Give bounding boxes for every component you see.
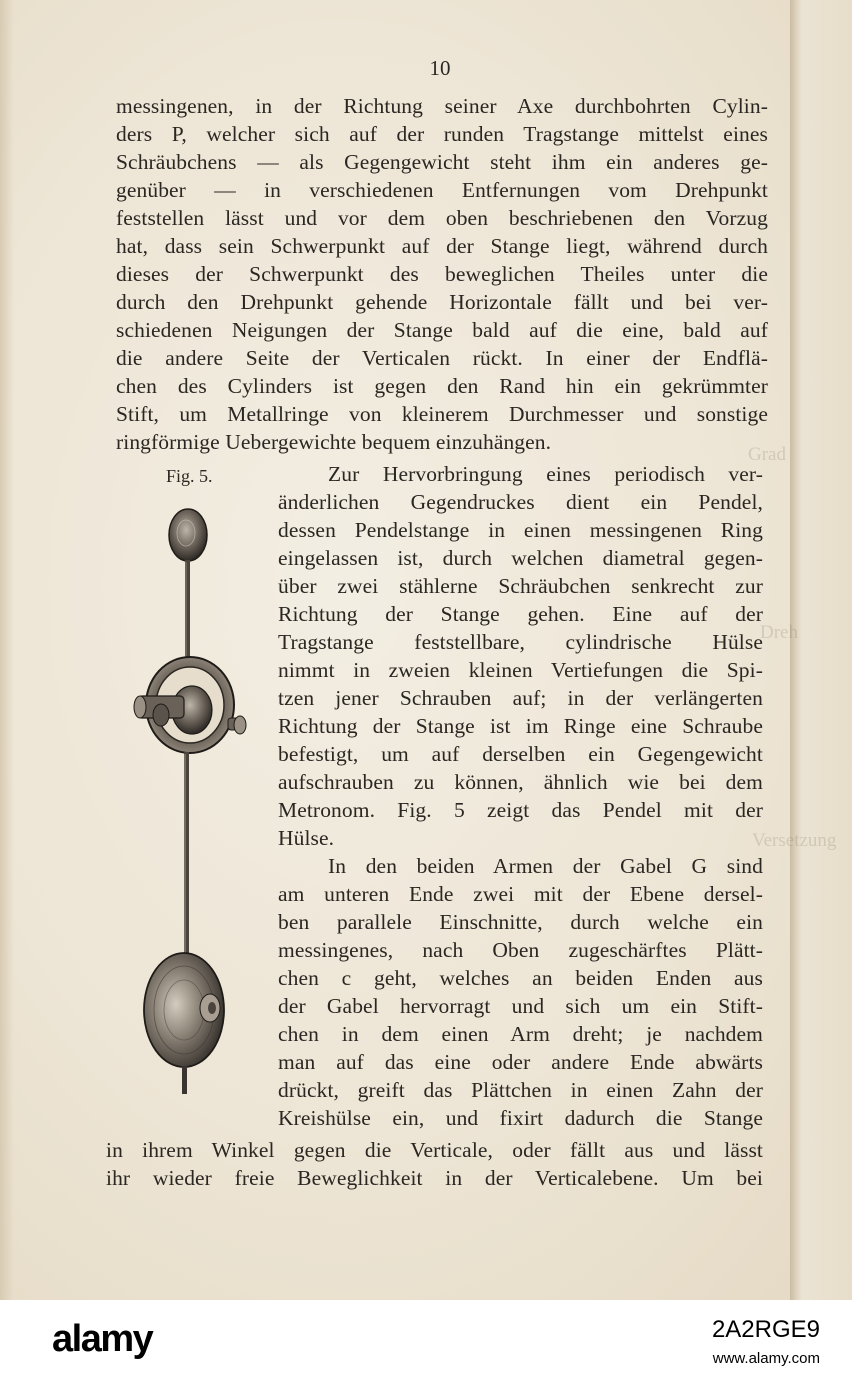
top-counterweight: [169, 509, 207, 561]
text-line: Schräubchens — als Gegengewicht steht ihm ein anderes ge-: [116, 150, 768, 174]
text-line: drückt, greift das Plättchen in einen Zahn der: [278, 1078, 763, 1102]
text-line: Kreishülse ein, und fixirt dadurch die Stange: [278, 1106, 763, 1130]
text-line: Tragstange feststellbare, cylindrische Hülse: [278, 630, 763, 654]
text-line: am unteren Ende zwei mit der Ebene dersel-: [278, 882, 763, 906]
text-line: befestigt, um auf derselben ein Gegengewicht: [278, 742, 763, 766]
pendulum-illustration: [128, 500, 258, 1100]
text-line: Richtung der Stange ist im Ringe eine Schraube: [278, 714, 763, 738]
text-line: man auf das eine oder andere Ende abwärts: [278, 1050, 763, 1074]
text-line: über zwei stählerne Schräubchen senkrecht zur: [278, 574, 763, 598]
text-line: nimmt in zweien kleinen Vertiefungen die Spi-: [278, 658, 763, 682]
text-line: messingenen, in der Richtung seiner Axe durchbohrten Cylin-: [116, 94, 768, 118]
text-line: dieses der Schwerpunkt des beweglichen Theiles unter die: [116, 262, 768, 286]
text-line: Metronom. Fig. 5 zeigt das Pendel mit der: [278, 798, 763, 822]
text-line: aufschrauben zu können, ähnlich wie bei dem: [278, 770, 763, 794]
text-line: Zur Hervorbringung eines periodisch ver-: [328, 462, 763, 486]
text-line: Richtung der Stange gehen. Eine auf der: [278, 602, 763, 626]
text-line: durch den Drehpunkt gehende Horizontale fällt und bei ver-: [116, 290, 768, 314]
page-gutter-shadow: [0, 0, 14, 1300]
bleed-through-text: Grad: [748, 444, 786, 465]
text-line: In den beiden Armen der Gabel G sind: [328, 854, 763, 878]
text-line: die andere Seite der Verticalen rückt. In einer der Endflä-: [116, 346, 768, 370]
pendulum-bob: [144, 953, 224, 1067]
bleed-through-text: Dreh: [760, 622, 798, 643]
text-line: genüber — in verschiedenen Entfernungen vom Drehpunkt: [116, 178, 768, 202]
text-line: hat, dass sein Schwerpunkt auf der Stange liegt, während durch: [116, 234, 768, 258]
text-line: messingenes, nach Oben zugeschärftes Plätt-: [278, 938, 763, 962]
text-line: der Gabel hervorragt und sich um ein Stift-: [278, 994, 763, 1018]
page-number: 10: [429, 56, 451, 80]
text-line: chen in dem einen Arm dreht; je nachdem: [278, 1022, 763, 1046]
text-line: dessen Pendelstange in einen messingenen Ring: [278, 518, 763, 542]
rod-tip: [182, 1066, 187, 1094]
text-line: in ihrem Winkel gegen die Verticale, oder fällt aus und lässt: [106, 1138, 763, 1162]
text-line: ders P, welcher sich auf der runden Tragstange mittelst eines: [116, 122, 768, 146]
bleed-through-text: Versetzung: [752, 830, 837, 851]
watermark-url: www.alamy.com: [712, 1350, 820, 1367]
text-line: änderlichen Gegendruckes dient ein Pendel,: [278, 490, 763, 514]
figure-caption: Fig. 5.: [166, 466, 213, 486]
text-line: Stift, um Metallringe von kleinerem Durchmesser und sonstige: [116, 402, 768, 426]
text-line: feststellen lässt und vor dem oben beschriebenen den Vorzug: [116, 206, 768, 230]
text-line: schiedenen Neigungen der Stange bald auf die eine, bald auf: [116, 318, 768, 342]
text-line: Hülse.: [278, 826, 335, 850]
next-page-edge: [790, 0, 852, 1300]
watermark-logo: alamy: [52, 1318, 153, 1360]
watermark-image-id: 2A2RGE9: [711, 1316, 820, 1343]
text-line: chen c geht, welches an beiden Enden aus: [278, 966, 763, 990]
text-line: ringförmige Uebergewichte bequem einzuhängen.: [116, 430, 552, 454]
text-line: eingelassen ist, durch welchen diametral gegen-: [278, 546, 763, 570]
text-line: chen des Cylinders ist gegen den Rand hin ein gekrümmter: [116, 374, 768, 398]
text-line: ihr wieder freie Beweglichkeit in der Verticalebene. Um bei: [106, 1166, 763, 1190]
text-line: ben parallele Einschnitte, durch welche ein: [278, 910, 763, 934]
text-line: tzen jener Schrauben auf; in der verlängerten: [278, 686, 763, 710]
